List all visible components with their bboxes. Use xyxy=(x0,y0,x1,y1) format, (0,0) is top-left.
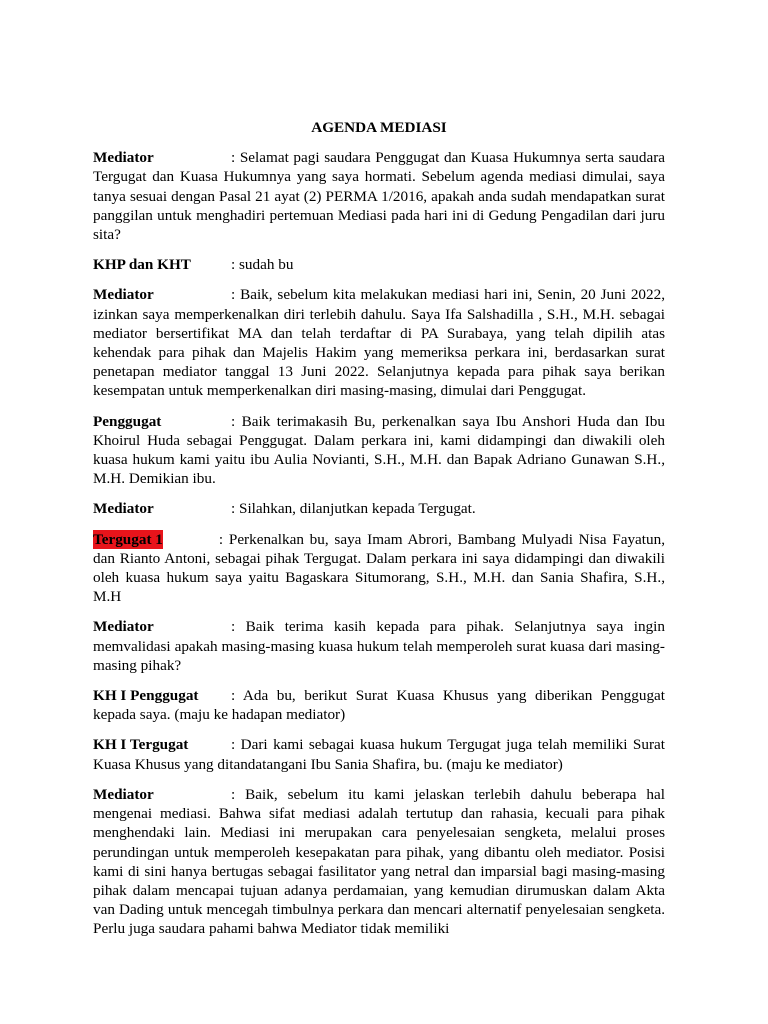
dialogue-entry xyxy=(93,785,665,939)
dialogue-entry xyxy=(93,255,665,274)
dialogue-entry xyxy=(93,285,665,400)
dialogue-text: : Dari kami sebagai kuasa hukum Tergugat juga telah memiliki Surat Kuasa Khusus yang ditandatangani Ibu Sania Shafira, bu. (maju ke mediator) xyxy=(93,736,665,773)
dialogue-text: : Selamat pagi saudara Penggugat dan Kuasa Hukumnya serta saudara Tergugat dan Kuasa Hukumnya yang saya hormati. Sebelum agenda mediasi dimulai, saya tanya sesuai dengan Pasal 21 ayat (2) PERMA 1/2016, apakah anda sudah mendapatkan surat panggilan untuk menghadiri pertemuan Mediasi pada hari ini di Gedung Pengadilan dari juru sita? xyxy=(93,149,665,244)
dialogue-entry xyxy=(93,412,665,489)
document-title: AGENDA MEDIASI xyxy=(311,119,447,136)
dialogue-text: : Baik terima kasih kepada para pihak. Selanjutnya saya ingin memvalidasi apakah masing-masing kuasa hukum telah memperoleh surat kuasa dari masing-masing pihak? xyxy=(93,618,665,674)
speaker-label: Mediator xyxy=(93,149,154,167)
dialogue-text: : Baik terimakasih Bu, perkenalkan saya Ibu Anshori Huda dan Ibu Khoirul Huda sebagai Penggugat. Dalam perkara ini, kami didampingi dan diwakili oleh kuasa hukum kami yaitu ibu Aulia Novianti, S.H., M.H. dan Bapak Adriano Gunawan S.H., M.H. Demikian ibu. xyxy=(93,412,665,488)
speaker-label: Mediator xyxy=(93,785,154,803)
dialogue-text: : sudah bu xyxy=(231,256,294,274)
dialogue-entry xyxy=(93,499,665,518)
dialogue-entry xyxy=(93,617,665,675)
speaker-label: Mediator xyxy=(93,500,154,518)
document-page xyxy=(93,118,665,939)
speaker-label: KH I Penggugat xyxy=(93,687,199,705)
dialogue-text: : Ada bu, berikut Surat Kuasa Khusus yang diberikan Penggugat kepada saya. (maju ke hadapan mediator) xyxy=(93,687,665,724)
dialogue-entry xyxy=(93,530,665,607)
dialogue-text: : Perkenalkan bu, saya Imam Abrori, Bambang Mulyadi Nisa Fayatun, dan Rianto Antoni, sebagai pihak Tergugat. Dalam perkara ini saya didampingi dan diwakili oleh kuasa hukum saya yaitu Bagaskara Situmorang, S.H., M.H. dan Sania Shafira, S.H., M.H xyxy=(93,530,665,606)
speaker-label: KH I Tergugat xyxy=(93,736,189,754)
dialogue-entry xyxy=(93,735,665,773)
dialogue-text: : Baik, sebelum kita melakukan mediasi hari ini, Senin, 20 Juni 2022, izinkan saya memperkenalkan diri terlebih dahulu. Saya Ifa Salshadilla , S.H., M.H. sebagai mediator bersertifikat MA dan telah terdaftar di PA Surabaya, yang telah dipilih atas kehendak para pihak dan Majelis Hakim yang memeriksa perkara ini, berdasarkan surat penetapan mediator tanggal 13 Juni 2022. Selanjutnya kepada para pihak saya berikan kesempatan untuk memperkenalkan diri masing-masing, dimulai dari Penggugat. xyxy=(93,286,665,400)
speaker-label: Penggugat xyxy=(93,412,162,430)
dialogue-text: : Baik, sebelum itu kami jelaskan terlebih dahulu beberapa hal mengenai mediasi. Bahwa sifat mediasi adalah tertutup dan rahasia, kecuali para pihak menghendaki lain. Mediasi ini merupakan cara penyelesaian sengketa, melalui proses perundingan untuk memperoleh kesepakatan para pihak, yang dibantu oleh mediator. Posisi kami di sini hanya bertugas sebagai fasilitator yang netral dan imparsial bagi masing-masing pihak dalam mencapai tujuan adanya perdamaian, yang kemudian dirumuskan dalam Akta van Dading untuk mencegah timbulnya perkara dan mencari alternatif penyelesaian sengketa. Perlu juga saudara pahami bahwa Mediator tidak memiliki xyxy=(93,785,665,938)
speaker-label: KHP dan KHT xyxy=(93,256,191,274)
dialogue-text: : Silahkan, dilanjutkan kepada Tergugat. xyxy=(231,500,476,518)
speaker-label: Mediator xyxy=(93,286,154,304)
speaker-label: Mediator xyxy=(93,618,154,636)
dialogue-entry xyxy=(93,686,665,724)
dialogue-entry xyxy=(93,148,665,244)
speaker-label-highlighted: Tergugat 1 xyxy=(93,530,163,548)
